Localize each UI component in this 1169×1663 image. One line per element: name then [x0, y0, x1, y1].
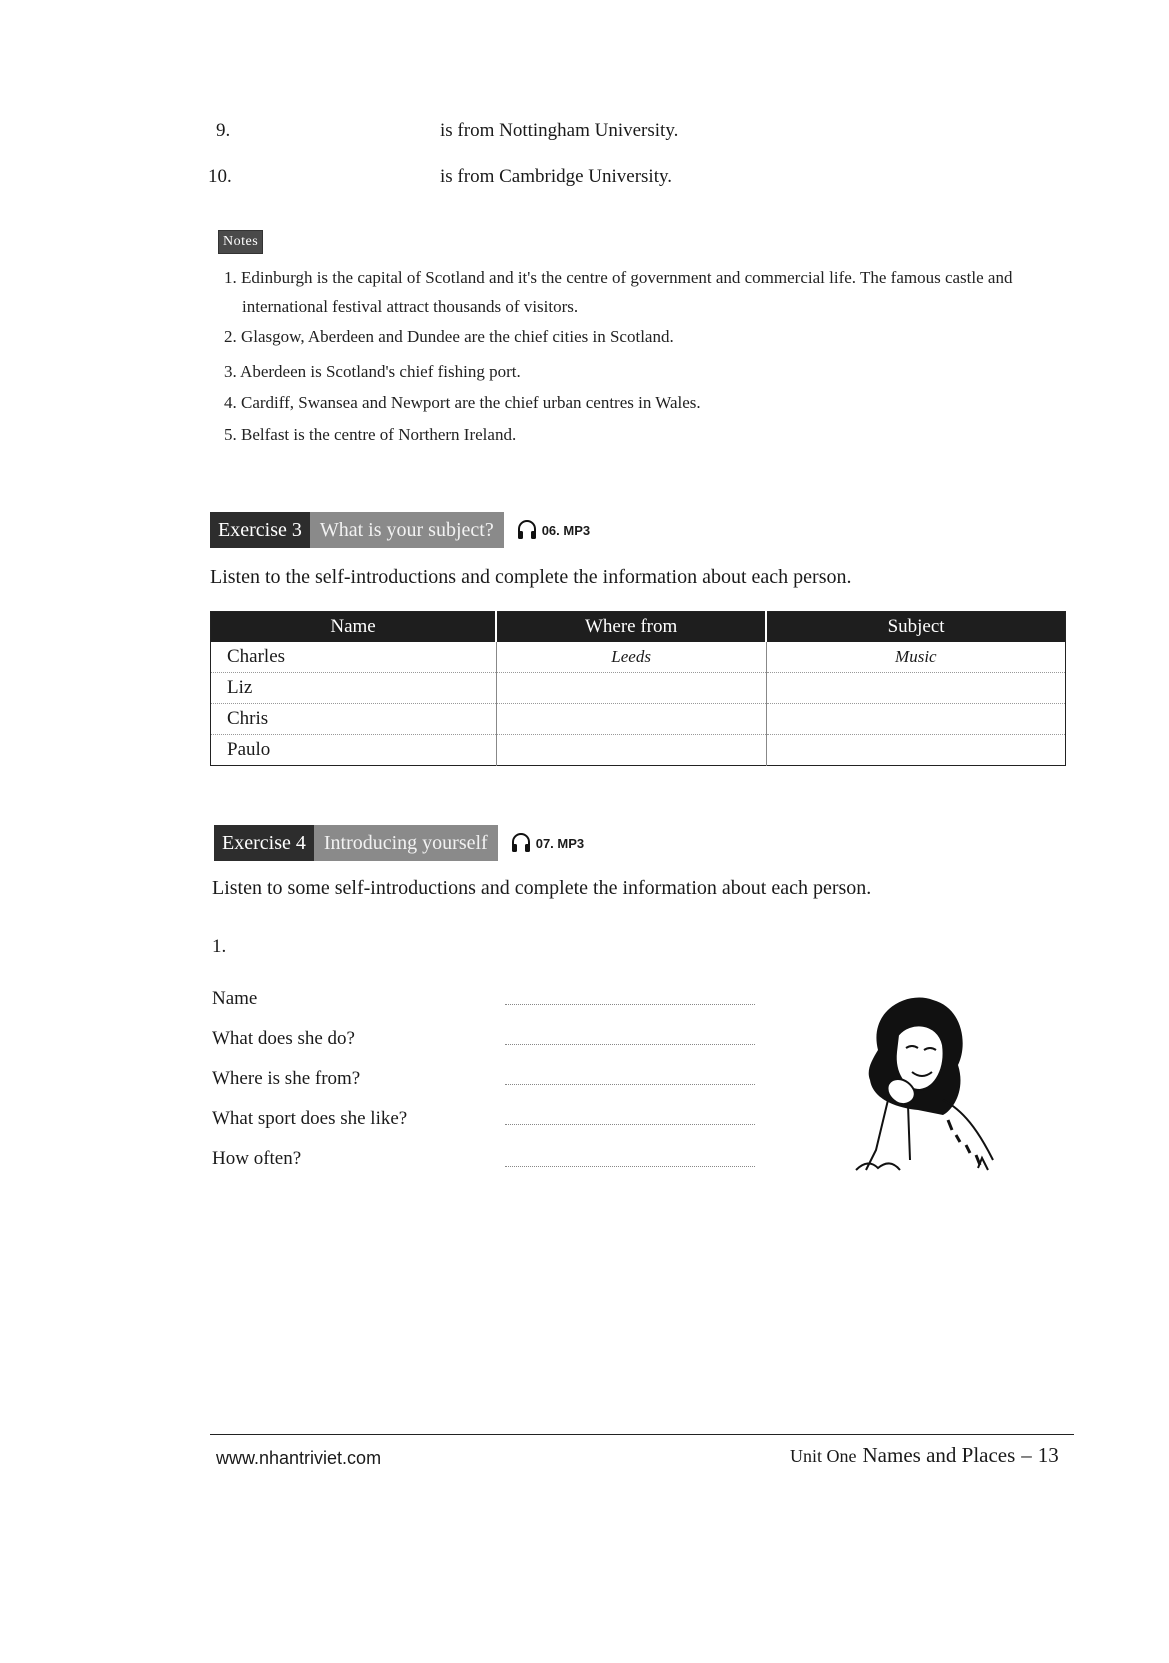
exercise-3-instruction: Listen to the self-introductions and complete the information about each person.	[210, 566, 852, 588]
subject-cell[interactable]: Music	[766, 642, 1065, 673]
line-number-9: 9.	[216, 120, 231, 141]
name-cell: Charles	[211, 642, 497, 673]
subject-cell[interactable]	[766, 735, 1065, 766]
subject-cell[interactable]	[766, 673, 1065, 704]
name-cell: Chris	[211, 704, 497, 735]
where-from-cell[interactable]	[496, 704, 766, 735]
note-4: 4. Cardiff, Swansea and Newport are the chief urban centres in Wales.	[224, 393, 701, 412]
exercise-4-label: Exercise 4	[214, 825, 314, 861]
footer-title: Names and Places	[862, 1443, 1016, 1467]
question-name: Name	[212, 988, 258, 1009]
answer-line-sport[interactable]	[505, 1123, 755, 1125]
note-1-continued: international festival attract thousands of visitors.	[242, 297, 579, 316]
footer-rule	[210, 1434, 1074, 1435]
exercise-4-audio-label: 07. MP3	[535, 835, 585, 851]
answer-line-frequency[interactable]	[505, 1165, 755, 1167]
headphones-icon[interactable]	[510, 832, 532, 854]
exercise-3-audio-label: 06. MP3	[541, 522, 591, 538]
page-number: 13	[1037, 1443, 1059, 1467]
column-header-where-from: Where from	[496, 612, 766, 643]
question-frequency: How often?	[212, 1148, 302, 1169]
line-number-10: 10.	[208, 166, 232, 187]
table-row	[211, 704, 1066, 735]
answer-line-name[interactable]	[505, 1003, 755, 1005]
exercise-4-instruction: Listen to some self-introductions and complete the information about each person.	[212, 877, 872, 899]
where-from-cell[interactable]: Leeds	[496, 642, 766, 673]
column-header-name: Name	[211, 612, 497, 643]
subject-table	[210, 611, 1066, 766]
woman-illustration	[848, 990, 1000, 1174]
answer-line-job[interactable]	[505, 1043, 755, 1045]
item-number: 1.	[212, 936, 227, 957]
name-cell: Paulo	[211, 735, 497, 766]
where-from-cell[interactable]	[496, 735, 766, 766]
note-5: 5. Belfast is the centre of Northern Ireland.	[224, 425, 517, 444]
exercise-3-label: Exercise 3	[210, 512, 310, 548]
footer-separator: –	[1021, 1443, 1032, 1467]
exercise-4-header	[214, 825, 584, 861]
line-text-9: is from Nottingham University.	[440, 120, 679, 141]
footer-unit: Unit One	[790, 1446, 857, 1466]
headphones-icon[interactable]	[516, 519, 538, 541]
subject-cell[interactable]	[766, 704, 1065, 735]
question-sport: What sport does she like?	[212, 1108, 408, 1129]
exercise-3-title: What is your subject?	[310, 512, 504, 548]
note-3: 3. Aberdeen is Scotland's chief fishing port.	[224, 362, 521, 381]
table-row	[211, 642, 1066, 673]
question-job: What does she do?	[212, 1028, 355, 1049]
table-row	[211, 735, 1066, 766]
name-cell: Liz	[211, 673, 497, 704]
note-1: 1. Edinburgh is the capital of Scotland and it's the centre of government and commercial life. The famous castle and	[224, 268, 1013, 287]
notes-tag: Notes	[218, 230, 263, 254]
column-header-subject: Subject	[766, 612, 1065, 643]
exercise-4-title: Introducing yourself	[314, 825, 498, 861]
exercise-3-header	[210, 512, 590, 548]
answer-line-origin[interactable]	[505, 1083, 755, 1085]
where-from-cell[interactable]	[496, 673, 766, 704]
footer-page-info	[790, 1443, 1059, 1468]
footer-url[interactable]: www.nhantriviet.com	[216, 1448, 382, 1468]
line-text-10: is from Cambridge University.	[440, 166, 673, 187]
note-2: 2. Glasgow, Aberdeen and Dundee are the chief cities in Scotland.	[224, 327, 674, 346]
table-row	[211, 673, 1066, 704]
question-origin: Where is she from?	[212, 1068, 361, 1089]
